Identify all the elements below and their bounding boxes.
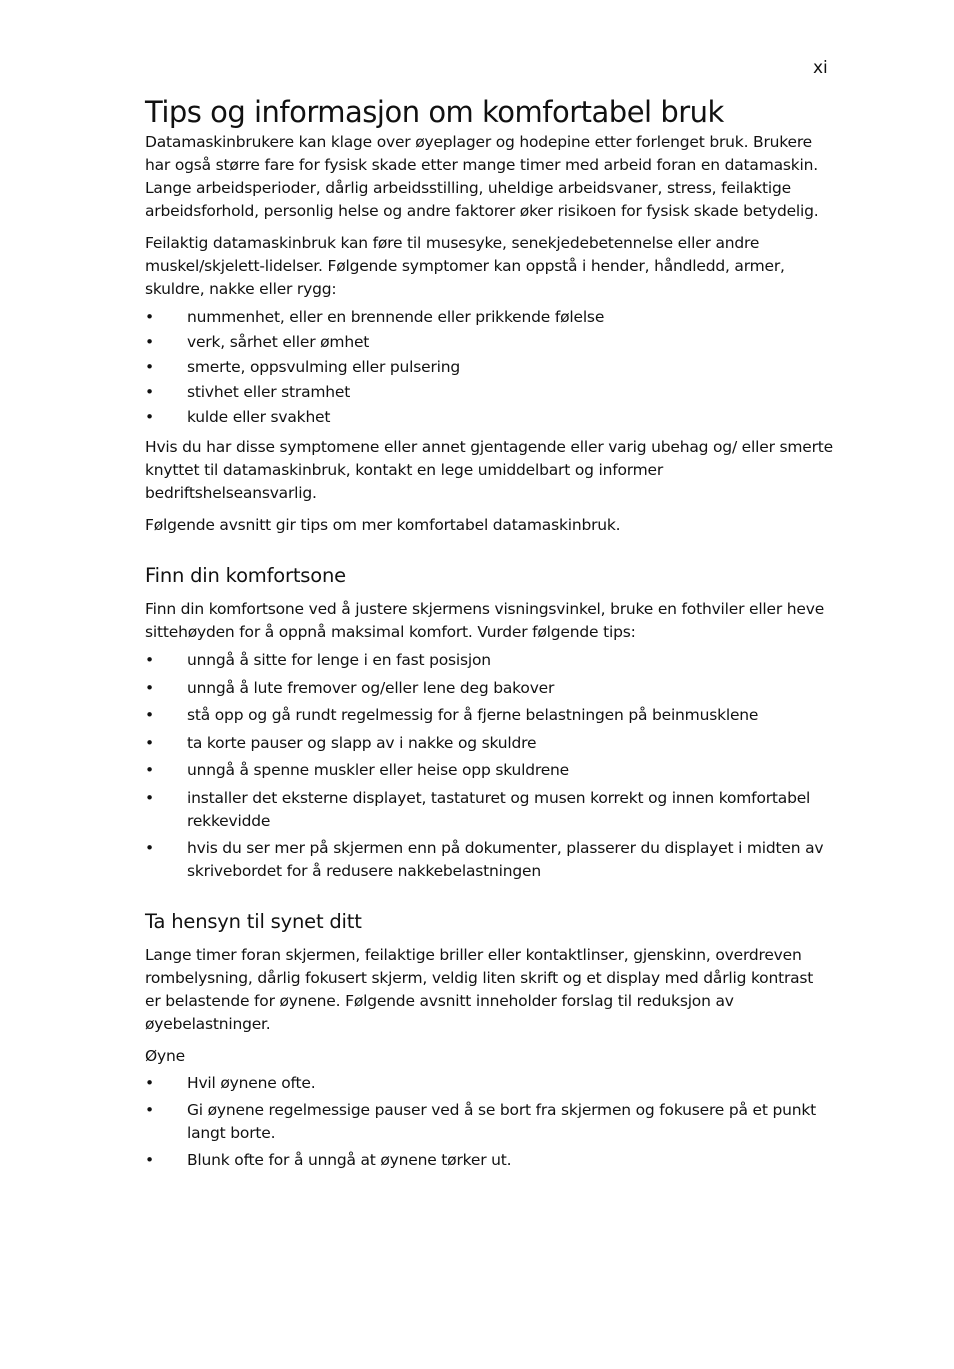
list-item: • smerte, oppsvulming eller pulsering xyxy=(145,356,833,379)
list-item: • stå opp og gå rundt regelmessig for å fjerne belastningen på beinmusklene xyxy=(145,704,833,727)
bullet-icon: • xyxy=(145,706,154,724)
bullet-icon: • xyxy=(145,651,154,669)
list-item: • stivhet eller stramhet xyxy=(145,381,833,404)
bullet-icon: • xyxy=(145,358,154,376)
eye-tips-list xyxy=(145,1072,833,1172)
comfort-heading: Finn din komfortsone xyxy=(145,564,346,587)
list-item: • ta korte pauser og slapp av i nakke og skuldre xyxy=(145,732,833,755)
comfort-text: Finn din komfortsone ved å justere skjermens visningsvinkel, bruke en fothviler eller heve sittehøyden for å oppnå maksimal komfort. Vurder følgende tips: xyxy=(145,600,825,641)
page-content xyxy=(145,93,833,1176)
bullet-icon: • xyxy=(145,333,154,351)
bullet-icon: • xyxy=(145,1074,154,1092)
bullet-icon: • xyxy=(145,839,154,857)
list-item: • Blunk ofte for å unngå at øynene tørker ut. xyxy=(145,1149,833,1172)
vision-heading: Ta hensyn til synet ditt xyxy=(145,910,362,933)
comfort-tips-list xyxy=(145,649,833,883)
list-item: • installer det eksterne displayet, tastaturet og musen korrekt og innen komfortabel rekkevidde xyxy=(145,788,811,830)
list-item: • verk, sårhet eller ømhet xyxy=(145,331,833,354)
section-intro: Følgende avsnitt gir tips om mer komfortabel datamaskinbruk. xyxy=(145,516,621,534)
bullet-icon: • xyxy=(145,678,154,697)
list-item: • Gi øynene regelmessige pauser ved å se bort fra skjermen og fokusere på et punkt langt borte. xyxy=(145,1101,816,1142)
list-item: • unngå å sitte for lenge i en fast posisjon xyxy=(145,649,833,672)
bullet-icon: • xyxy=(145,1151,154,1169)
list-item: • unngå å lute fremover og/eller lene deg bakover xyxy=(145,677,833,700)
eyes-subheading: Øyne xyxy=(145,1047,185,1065)
bullet-icon: • xyxy=(145,788,154,807)
symptom-advice: Hvis du har disse symptomene eller annet gjentagende eller varig ubehag og/ eller smerte knyttet til datamaskinbruk, kontakt en lege umiddelbart og informer bedriftshelseansvarlig. xyxy=(145,438,833,502)
symptom-list xyxy=(145,306,833,429)
page-title: Tips og informasjon om komfortabel bruk xyxy=(145,95,724,129)
list-item: • kulde eller svakhet xyxy=(145,406,833,429)
intro-paragraph-1: Datamaskinbrukere kan klage over øyeplager og hodepine etter forlenget bruk. Brukere har også større fare for fysisk skade etter mange timer med arbeid foran en datamaskin. Lange arbeidsperioder, dårlig arbeidsstilling, uheldige arbeidsvaner, stress, feilaktige arbeidsforhold, personlig helse og andre faktorer øker risikoen for fysisk skade betydelig. xyxy=(145,133,819,220)
bullet-icon: • xyxy=(145,408,154,426)
vision-text: Lange timer foran skjermen, feilaktige briller eller kontaktlinser, gjenskinn, overdreven rombelysning, dårlig fokusert skjerm, veldig liten skrift og et display med dårlig kontrast er belastende for øynene. Følgende avsnitt inneholder forslag til reduksjon av øyebelastninger. xyxy=(145,946,814,1033)
bullet-icon: • xyxy=(145,761,154,779)
list-item: • nummenhet, eller en brennende eller prikkende følelse xyxy=(145,306,833,329)
bullet-icon: • xyxy=(145,383,154,401)
page-number: xi xyxy=(813,58,828,78)
bullet-icon: • xyxy=(145,733,154,752)
list-item: • Hvil øynene ofte. xyxy=(145,1072,833,1095)
list-item: • unngå å spenne muskler eller heise opp skuldrene xyxy=(145,759,833,782)
intro-paragraph-2: Feilaktig datamaskinbruk kan føre til musesyke, senekjedebetennelse eller andre muskel/skjelett-lidelser. Følgende symptomer kan oppstå i hender, håndledd, armer, skuldre, nakke eller rygg: xyxy=(145,234,785,298)
bullet-icon: • xyxy=(145,308,154,326)
bullet-icon: • xyxy=(145,1101,154,1119)
list-item: • hvis du ser mer på skjermen enn på dokumenter, plasserer du displayet i midten av skrivebordet for å redusere nakkebelastningen xyxy=(145,839,824,880)
